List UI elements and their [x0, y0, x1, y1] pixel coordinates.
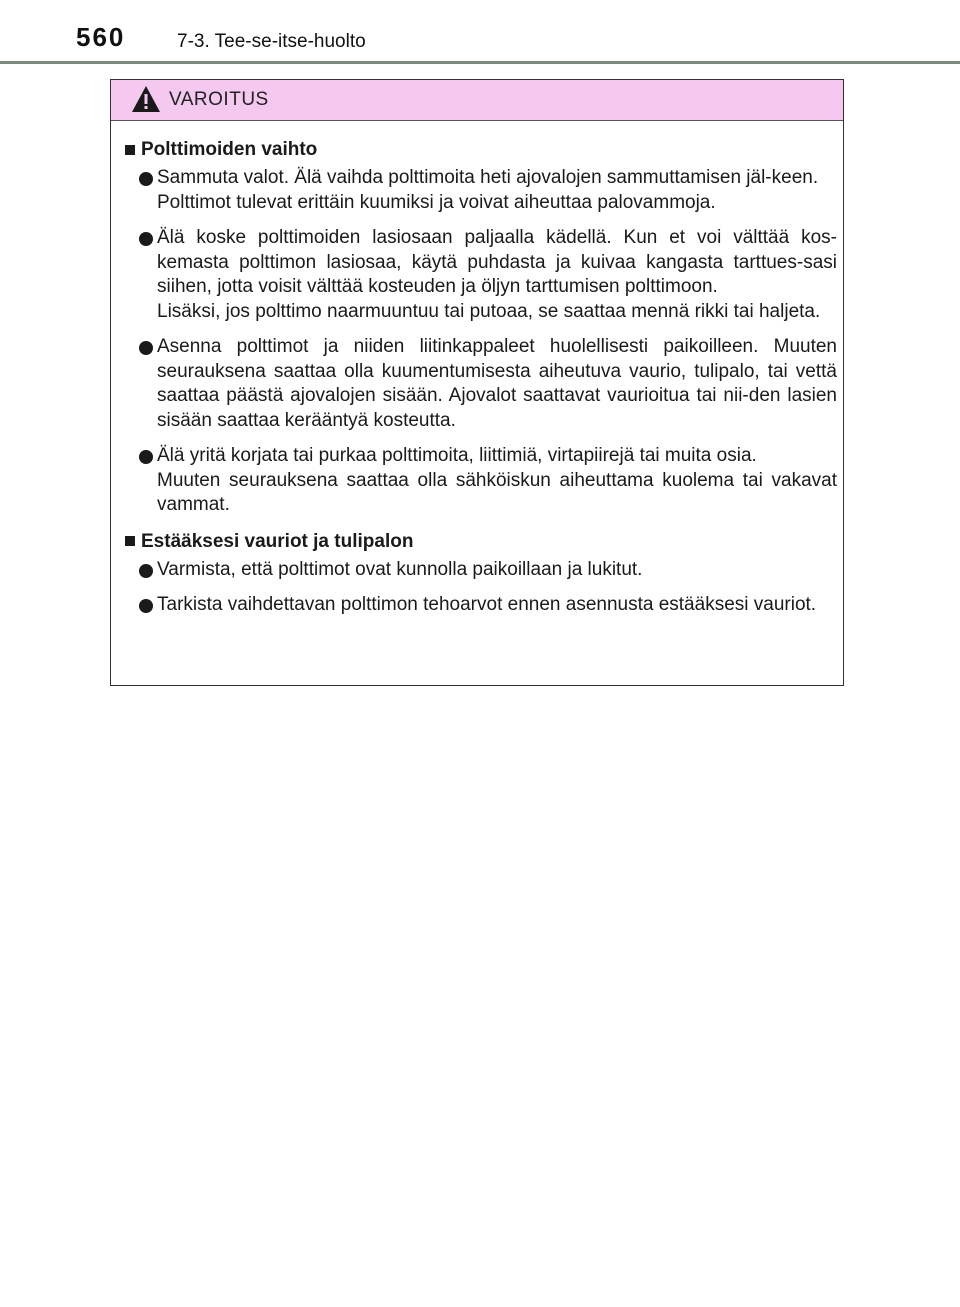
- warning-title: VAROITUS: [169, 89, 269, 110]
- warning-header: [111, 80, 843, 121]
- bullet-dot-icon: [139, 599, 153, 613]
- bullet-dot-icon: [139, 232, 153, 246]
- square-bullet-icon: [125, 536, 135, 546]
- square-bullet-icon: [125, 145, 135, 155]
- section-heading: Estääksesi vauriot ja tulipalon: [123, 529, 837, 554]
- item-text: Asenna polttimot ja niiden liitinkappaleet huolellisesti paikoilleen. Muuten seurauksena saattaa olla kuumentumisesta aiheutuva vaurio, tulipalo, tai vettä saattaa päästä ajovalojen sisään. Ajovalot saattavat vaurioitua tai nii-den lasien sisään saattaa kerääntyä kosteutta.: [157, 336, 837, 431]
- list-item: [123, 166, 837, 215]
- item-text: Lisäksi, jos polttimo naarmuuntuu tai putoaa, se saattaa mennä rikki tai haljeta.: [157, 300, 821, 322]
- item-text: Älä yritä korjata tai purkaa polttimoita, liittimiä, virtapiirejä tai muita osia.: [157, 445, 757, 466]
- warning-section-damage-fire: [123, 529, 837, 618]
- list-item: [123, 558, 837, 583]
- item-text: Älä koske polttimoiden lasiosaan paljaalla kädellä. Kun et voi välttää kos-kemasta polttimon lasiosaa, käytä puhdasta ja kuivaa kangasta tarttues-sasi siihen, jotta voisit välttää kosteuden ja öljyn tarttumisen polttimoon.: [157, 227, 837, 297]
- bullet-dot-icon: [139, 450, 153, 464]
- header-rule: [0, 61, 960, 64]
- bullet-dot-icon: [139, 564, 153, 578]
- item-text: Muuten seurauksena saattaa olla sähköiskun aiheuttama kuolema tai vakavat vammat.: [157, 469, 837, 515]
- item-text: Polttimot tulevat erittäin kuumiksi ja voivat aiheuttaa palovammoja.: [157, 191, 716, 213]
- page-number: 560: [76, 22, 126, 52]
- warning-body: [111, 121, 843, 618]
- bullet-dot-icon: [139, 341, 153, 355]
- list-item: [123, 226, 837, 324]
- warning-triangle-icon: [131, 85, 161, 113]
- warning-box: [110, 79, 844, 686]
- section-title: 7-3. Tee-se-itse-huolto: [177, 31, 366, 52]
- item-text: Varmista, että polttimot ovat kunnolla paikoillaan ja lukitut.: [157, 558, 643, 580]
- list-item: [123, 593, 837, 618]
- warning-section-bulb-replacement: [123, 137, 837, 518]
- bullet-dot-icon: [139, 172, 153, 186]
- section-heading: Polttimoiden vaihto: [123, 137, 837, 162]
- list-item: [123, 444, 837, 518]
- item-text: Sammuta valot. Älä vaihda polttimoita heti ajovalojen sammuttamisen jäl-keen.: [157, 167, 819, 188]
- item-text: Tarkista vaihdettavan polttimon tehoarvot ennen asennusta estääksesi vauriot.: [157, 594, 817, 615]
- list-item: [123, 335, 837, 433]
